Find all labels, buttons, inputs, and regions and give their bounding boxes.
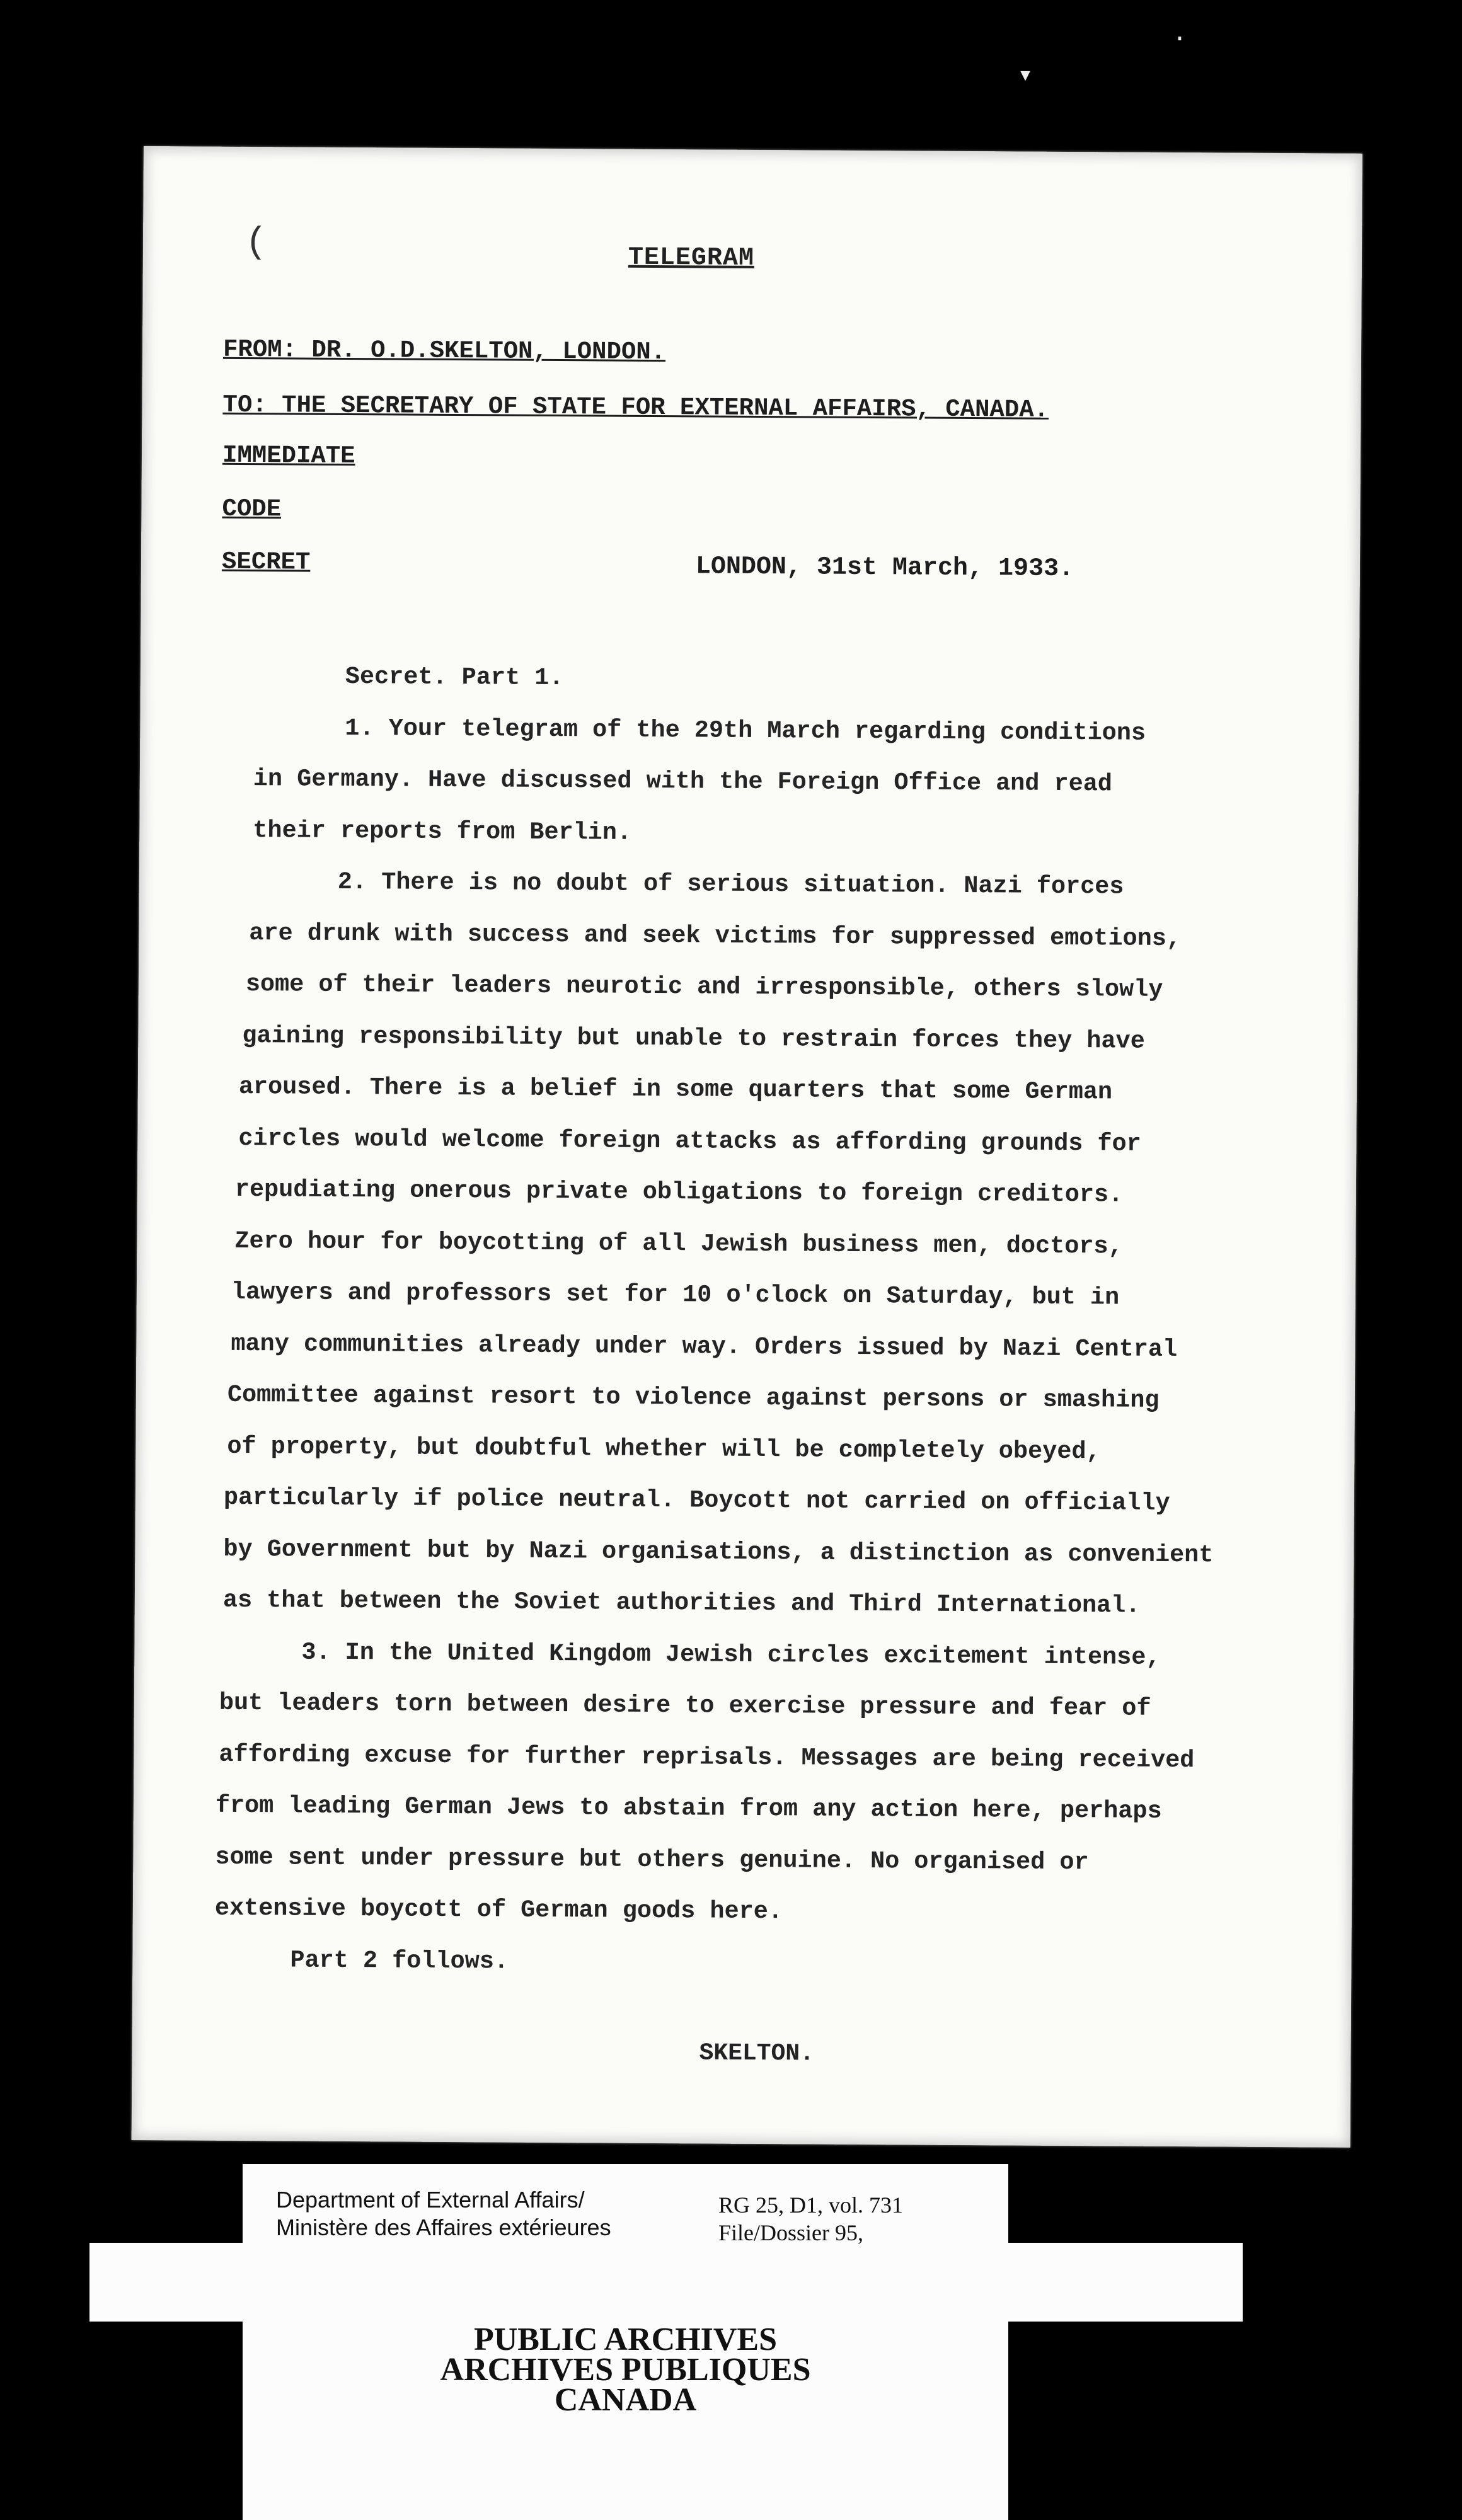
body-line: some sent under pressure but others genuine. No organised or xyxy=(215,1843,1089,1876)
margin-mark: ( xyxy=(245,222,268,264)
body-line: many communities already under way. Orders issued by Nazi Central xyxy=(231,1329,1178,1363)
place-date: LONDON, 31st March, 1933. xyxy=(695,553,1074,584)
department-label xyxy=(276,2186,611,2242)
body-line: circles would welcome foreign attacks as affording grounds for xyxy=(238,1124,1141,1158)
body-line: gaining responsibility but unable to restrain forces they have xyxy=(242,1021,1145,1055)
body-line: as that between the Soviet authorities and Third International. xyxy=(222,1586,1141,1620)
body-line: Secret. Part 1. xyxy=(345,662,564,692)
body-line: repudiating onerous private obligations to foreign creditors. xyxy=(234,1175,1124,1209)
body-line: 2. There is no doubt of serious situation. Nazi forces xyxy=(337,868,1124,901)
body-line: Committee against resort to violence against persons or smashing xyxy=(227,1380,1160,1414)
body-line: their reports from Berlin. xyxy=(253,816,632,847)
file-number: File/Dossier 95, xyxy=(718,2220,863,2245)
body-line: from leading German Jews to abstain from any action here, perhaps xyxy=(215,1791,1162,1825)
stamp-line-2: ARCHIVES PUBLIQUES xyxy=(440,2352,811,2388)
mode-line: CODE xyxy=(222,495,282,524)
body-line: but leaders torn between desire to exercise pressure and fear of xyxy=(219,1688,1151,1722)
department-en: Department of External Affairs/ xyxy=(276,2187,585,2213)
to-line: TO: THE SECRETARY OF STATE FOR EXTERNAL AFFAIRS, CANADA. xyxy=(222,391,1049,424)
film-speck: ▾ xyxy=(1018,62,1033,91)
stamp-line-3: CANADA xyxy=(554,2382,697,2418)
telegram-body xyxy=(189,651,1269,1992)
body-line: by Government but by Nazi organisations, a distinction as convenient xyxy=(223,1535,1214,1569)
department-fr: Ministère des Affaires extérieures xyxy=(276,2214,611,2240)
stamp-line-1: PUBLIC ARCHIVES xyxy=(473,2322,778,2357)
from-line: FROM: DR. O.D.SKELTON, LONDON. xyxy=(222,335,666,367)
body-line: 3. In the United Kingdom Jewish circles excitement intense, xyxy=(301,1638,1161,1671)
public-archives-stamp xyxy=(243,2322,1008,2418)
body-line: some of their leaders neurotic and irresponsible, others slowly xyxy=(245,970,1163,1004)
body-line: in Germany. Have discussed with the Foreign Office and read xyxy=(253,765,1113,798)
document-title: TELEGRAM xyxy=(628,243,755,273)
classification-line: SECRET xyxy=(221,547,311,576)
body-line: particularly if police neutral. Boycott not carried on officially xyxy=(223,1483,1170,1517)
body-line: extensive boycott of German goods here. xyxy=(214,1894,783,1926)
signature: SKELTON. xyxy=(699,2039,815,2068)
archive-reference xyxy=(718,2191,903,2247)
record-group: RG 25, D1, vol. 731 xyxy=(718,2192,904,2218)
body-line: Part 2 follows. xyxy=(290,1945,509,1976)
body-line: of property, but doubtful whether will be completely obeyed, xyxy=(227,1432,1101,1465)
film-speck: · xyxy=(1172,25,1188,54)
telegram-page xyxy=(132,146,1362,2148)
body-line: affording excuse for further reprisals. Messages are being received xyxy=(219,1740,1195,1774)
body-line: 1. Your telegram of the 29th March regarding conditions xyxy=(345,714,1146,747)
body-line: are drunk with success and seek victims for suppressed emotions, xyxy=(249,919,1182,953)
body-line: lawyers and professors set for 10 o'clock on Saturday, but in xyxy=(231,1278,1120,1312)
body-line: Zero hour for boycotting of all Jewish business men, doctors, xyxy=(234,1227,1123,1261)
priority-line: IMMEDIATE xyxy=(222,441,355,471)
body-line: aroused. There is a belief in some quarters that some German xyxy=(238,1072,1113,1106)
